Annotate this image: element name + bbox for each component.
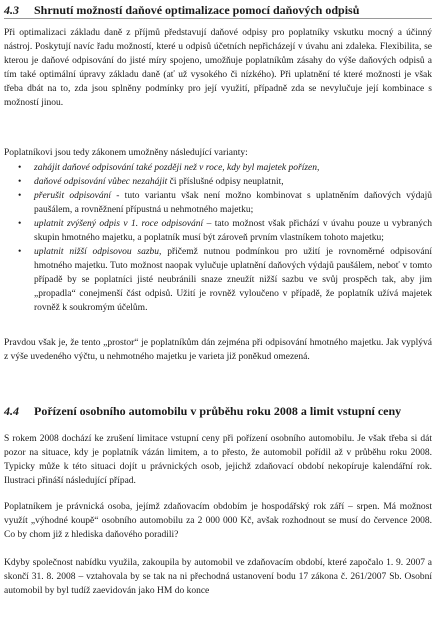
bullet-icon: •	[18, 219, 22, 229]
list-item-text: přičemž nutnou podmínkou pro užití je rovnoměrné odpisování hmotného majetku. Tuto možnost naopak vylučuje uplatnění daňových výdajů paušálem, neboť v tomto případě by se poplatníci jisté neubránili snaze zneužít nižší sazbu ve svůj prospěch tak, aby jim „propadla“ conejmenší část odpisů. Užití je rovněž vyloučeno v případě, že poplatník užívá majetek rovněž k soukromým účelům.	[34, 247, 432, 313]
list-item	[4, 161, 432, 175]
paragraph: Poplatníkovi jsou tedy zákonem umožněny následující varianty:	[4, 148, 248, 158]
list-item	[4, 217, 432, 245]
list-item-emphasis: zahájit daňové odpisování také později než v roce, kdy byl majetek pořízen,	[34, 163, 320, 173]
list-item	[4, 245, 432, 315]
list-item-text: - tuto variantu však není možno kombinovat s uplatněním daňových výdajů paušálem, a rovněžnení přípustná u nehmotného majetku;	[34, 191, 433, 215]
list-item-emphasis: uplatnit zvýšený odpis v 1. roce odpisování	[34, 219, 204, 229]
section-number: 4.3	[4, 3, 19, 17]
paragraph: Při optimalizaci základu daně z příjmů představují daňové odpisy pro poplatníky vskutku mocný a účinný nástroj. Poskytují navíc řadu možností, které u odpisů účetních nepřicházejí v úvahu ani zdaleka. Flexibilita, se kterou je daňové odpisování do jisté míry spojeno, umožňuje poplatníkům zásahy do výše daňových odpisů a tím také optimální úpravy základu daně (ať už vysokého či nízkého). Při uplatnění té které možnosti je však třeba dbát na to, zda jsou splněny podmínky pro její využití, případně zda se nevylučuje její kombinace s možností jinou.	[4, 28, 432, 108]
bullet-icon: •	[18, 191, 22, 201]
list-item-text: – tato možnost však přichází v úvahu pouze u vybraných skupin hmotného majetku, a poplatník musí být zároveň prvním vlastníkem tohoto majetku;	[34, 219, 432, 243]
section-title: Shrnutí možností daňové optimalizace pomocí daňových odpisů	[34, 3, 360, 17]
list-item	[4, 175, 432, 189]
section-number: 4.4	[4, 404, 19, 418]
bullet-icon: •	[18, 163, 22, 173]
list-item-emphasis: přerušit odpisování	[34, 191, 112, 201]
section-heading-4-4	[4, 403, 432, 419]
list-item-emphasis: daňové odpisování vůbec nezahájit	[34, 177, 168, 187]
paragraph: Pravdou však je, že tento „prostor“ je poplatníkům dán zejména při odpisování hmotného majetku. Jak vyplývá z výše uvedeného výčtu, u nehmotného majetku je varieta již poněkud omezená.	[4, 338, 432, 362]
bullet-icon: •	[18, 177, 22, 187]
section-heading-4-3	[4, 2, 432, 18]
paragraph: Poplatníkem je právnická osoba, jejímž zdaňovacím obdobím je hospodářský rok září – srpen. Má možnost využít „výhodné koupě“ osobního automobilu za 2 000 000 Kč, avšak rozhodnout se musí do července 2008. Co by chom již z hlediska daňového poradili?	[4, 502, 432, 540]
heading-rule	[4, 18, 432, 19]
paragraph: Kdyby společnost nabídku využila, zakoupila by automobil ve zdaňovacím období, které započalo 1. 9. 2007 a skončí 31. 8. 2008 – vztahovala by se tak na ni přechodná ustanovení bodu 17 zákona č. 261/2007 Sb. Osobní automobil by byl tudíž zaevidován jako HM do konce	[4, 558, 432, 596]
list-item	[4, 189, 432, 217]
bullet-icon: •	[18, 247, 22, 257]
section-title: Pořízení osobního automobilu v průběhu roku 2008 a limit vstupní ceny	[34, 404, 402, 418]
list-item-text: či příslušné odpisy neuplatnit,	[167, 177, 284, 187]
variant-list	[4, 161, 432, 315]
paragraph: S rokem 2008 dochází ke zrušení limitace vstupní ceny při pořízení osobního automobilu. Je však třeba si dát pozor na situace, kdy je poplatník vázán limitem, a to přesto, že automobil pořídil až v průběhu roku 2008. Typicky může k této situaci dojít u právnických osob, jejichž zdaňovací období nekopíruje kalendářní rok. Ilustraci přináší následující případ.	[4, 434, 432, 486]
list-item-emphasis: uplatnit nižší odpisovou sazbu,	[34, 247, 162, 257]
